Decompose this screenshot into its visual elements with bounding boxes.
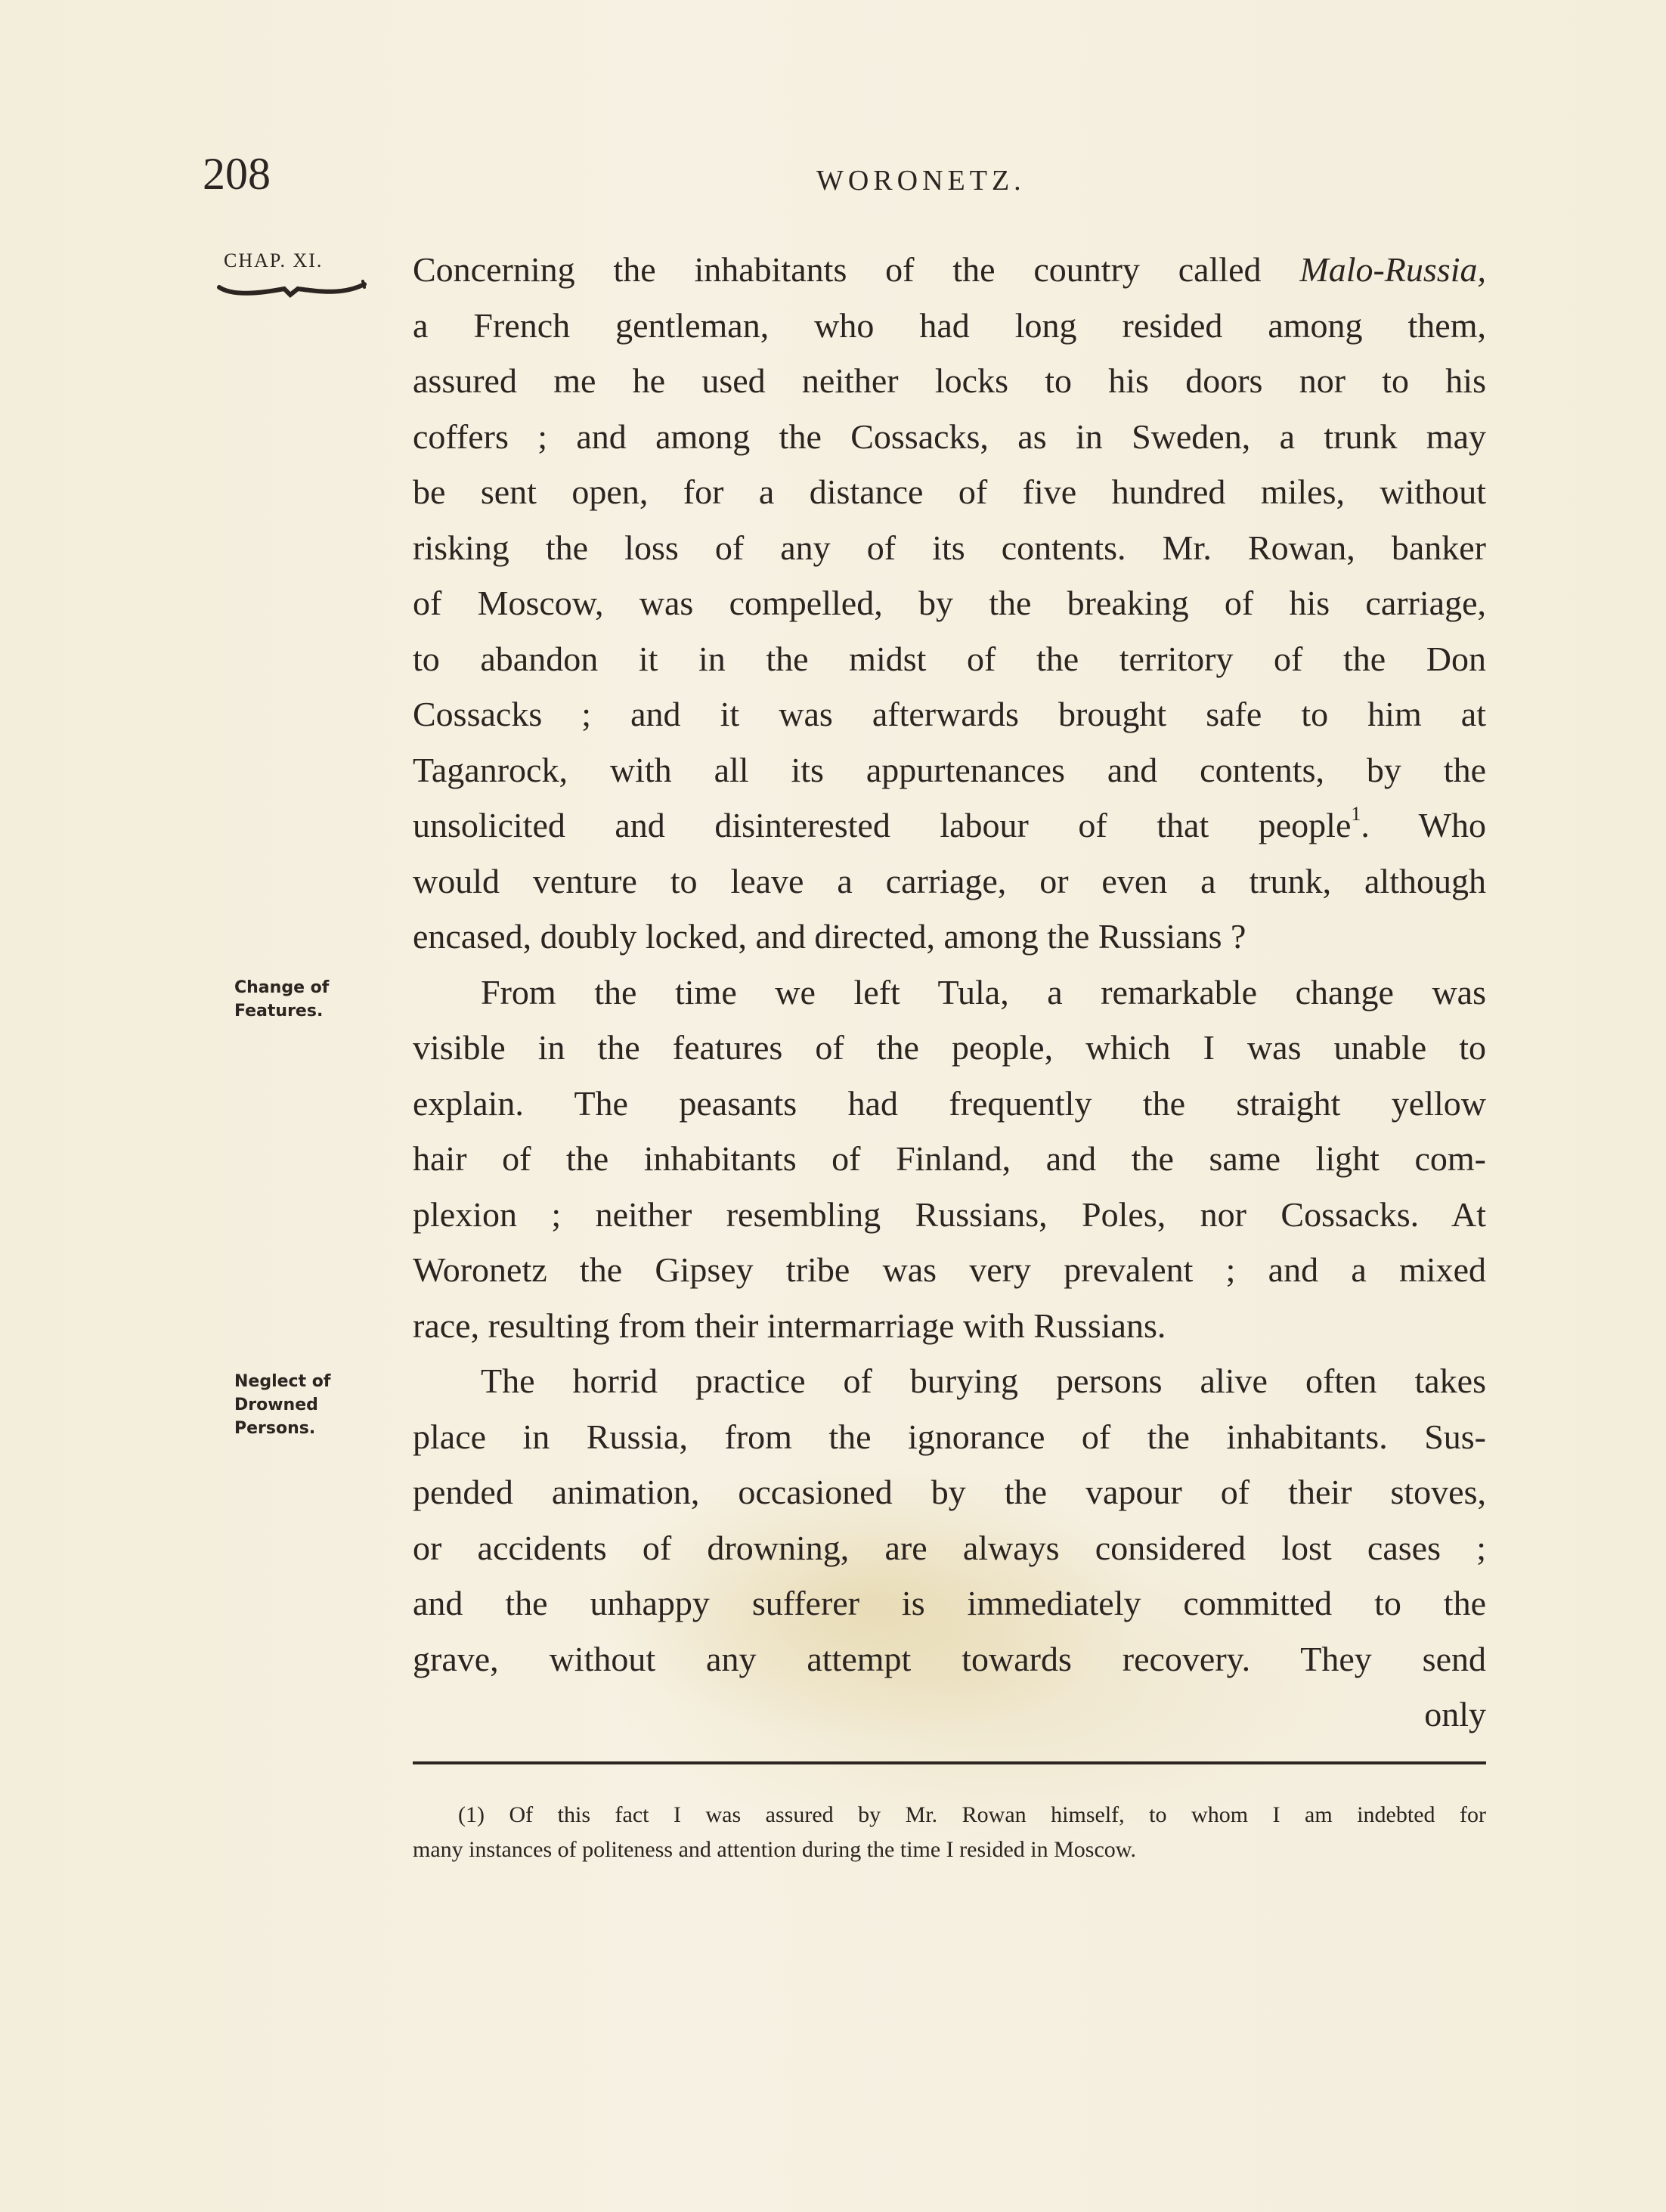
italic-place-name: Malo-Russia, [1299,250,1486,289]
text-line-part: unsolicited and disinterested labour of that people [413,806,1352,844]
text-line: assured me he used neither locks to his doors nor to his [413,361,1486,400]
page-number: 208 [203,149,271,199]
text-line: a French gentleman, who had long resided among them, [413,305,1486,345]
text-line: risking the loss of any of its contents. Mr. Rowan, banker [413,528,1486,567]
margin-note-line: Neglect of [234,1372,331,1391]
body-text [413,242,1486,1743]
text-line: grave, without any attempt towards recovery. They send [413,1639,1486,1678]
chapter-label: CHAP. XI. [224,249,324,271]
text-line: explain. The peasants had frequently the straight yellow [413,1083,1486,1123]
footnote-line: many instances of politeness and attention during the time I resided in Moscow. [413,1837,1137,1862]
margin-note-change-of-features [234,976,363,1023]
text-line: From the time we left Tula, a remarkable change was [481,972,1486,1012]
footnote-divider [413,1761,1486,1764]
margin-note-neglect-of-drowned [234,1370,363,1440]
text-line [413,798,1486,854]
text-line [413,242,1486,298]
text-line: encased, doubly locked, and directed, among the Russians ? [413,917,1246,956]
catchword: only [1424,1695,1486,1733]
text-line: of Moscow, was compelled, by the breaking of his carriage, [413,584,1486,622]
text-line: Cossacks ; and it was afterwards brought safe to him at [413,695,1486,733]
text-line: coffers ; and among the Cossacks, as in Sweden, a trunk may [413,417,1486,456]
text-line-part: Concerning the inhabitants of the country called [413,250,1300,289]
text-line: or accidents of drowning, are always considered lost cases ; [413,1528,1486,1567]
footnote-line: (1) Of this fact I was assured by Mr. Rowan himself, to whom I am indebted for [458,1802,1486,1827]
margin-note-line: Drowned [234,1396,318,1414]
footnotes [413,1798,1486,1867]
running-title: WORONETZ. [816,165,1026,197]
text-line: be sent open, for a distance of five hundred miles, without [413,472,1486,511]
text-line: pended animation, occasioned by the vapour of their stoves, [413,1473,1486,1511]
text-line: Woronetz the Gipsey tribe was very prevalent ; and a mixed [413,1250,1486,1289]
margin-note-line: Change of [234,978,330,997]
text-line: Taganrock, with all its appurtenances and contents, by the [413,750,1486,789]
text-line: plexion ; neither resembling Russians, Poles, nor Cossacks. At [413,1194,1486,1234]
text-line: to abandon it in the midst of the territory of the Don [413,639,1486,678]
footnote-marker[interactable]: 1 [1351,803,1361,825]
text-line: The horrid practice of burying persons alive often takes [481,1362,1486,1400]
text-line: would venture to leave a carriage, or even a trunk, although [413,861,1486,900]
text-line: and the unhappy sufferer is immediately committed to the [413,1584,1486,1622]
text-line: place in Russia, from the ignorance of the inhabitants. Sus- [413,1417,1486,1456]
text-line: hair of the inhabitants of Finland, and the same light com- [413,1139,1486,1178]
text-line: race, resulting from their intermarriage with Russians. [413,1306,1166,1345]
margin-note-line: Persons. [234,1419,316,1438]
chapter-ornament-icon [215,277,369,307]
text-line: visible in the features of the people, which I was unable to [413,1028,1486,1067]
margin-note-line: Features. [234,1002,324,1021]
text-line-part: . Who [1361,806,1486,844]
